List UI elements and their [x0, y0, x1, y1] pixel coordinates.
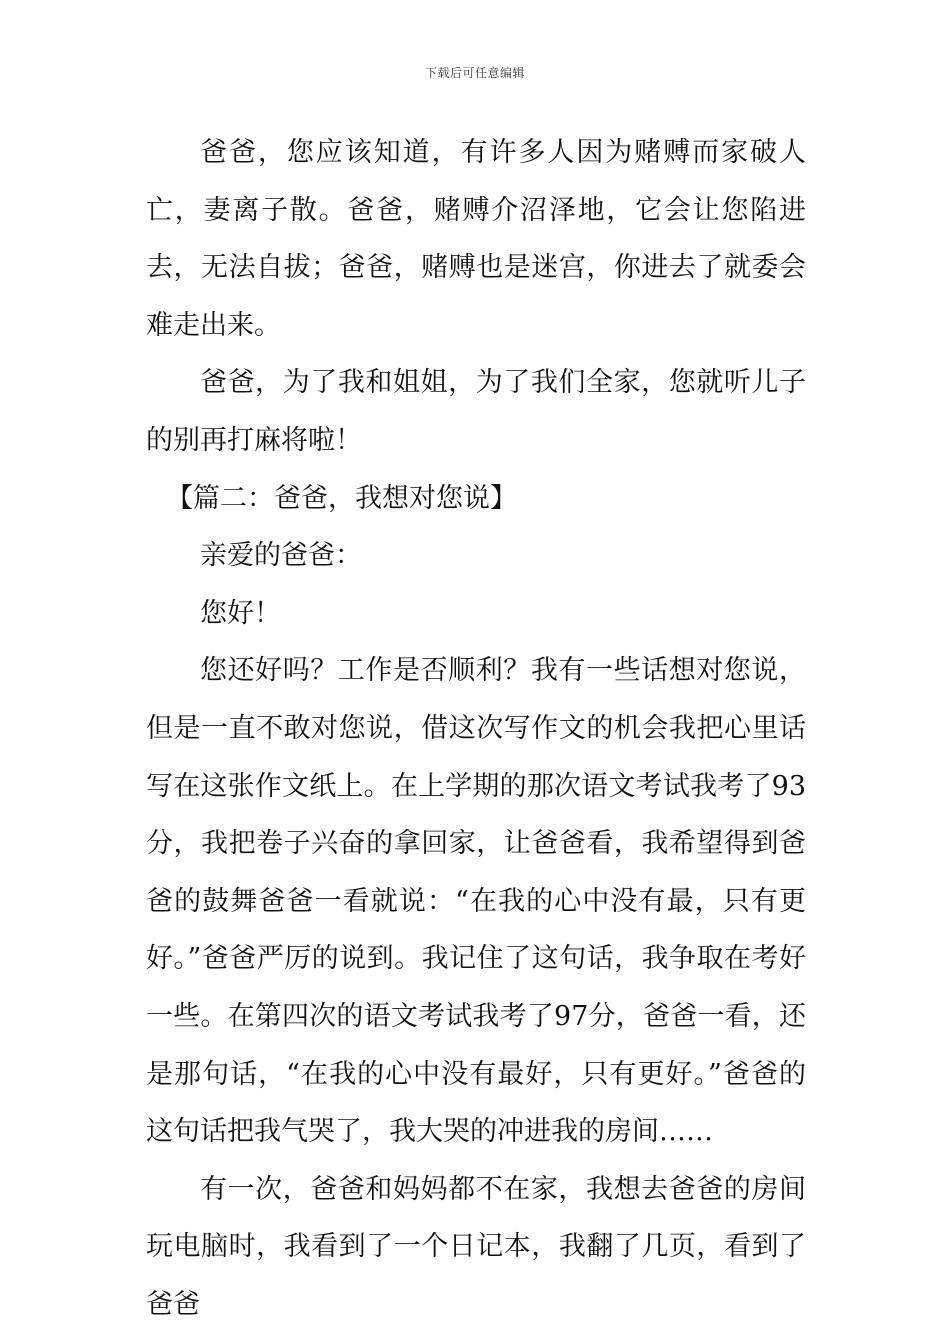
paragraph-gambling-warning: 爸爸，您应该知道，有许多人因为赌赙而家破人亡，妻离子散。爸爸，赌赙介沼泽地，它会让您陷进去，无法自拔；爸爸，赌赙也是迷宫，你进去了就委会难走出来。 — [146, 137, 806, 341]
paragraph-diary: 有一次，爸爸和妈妈都不在家，我想去爸爸的房间玩电脑时，我看到了一个日记本，我翻了几页，看到了爸爸 — [146, 1173, 806, 1320]
letter-greeting: 您好！ — [200, 597, 281, 629]
paragraph-exam-story: 您还好吗？工作是否顺利？我有一些话想对您说，但是一直不敢对您说，借这次写作文的机会我把心里话写在这张作文纸上。在上学期的那次语文考试我考了93分，我把卷子兴奋的拿回家，让爸爸看，我希望得到爸爸的鼓舞爸爸一看就说：“在我的心中没有最，只有更好。”爸爸严厉的说到。我记住了这句话，我争取在考好一些。在第四次的语文考试我考了97分，爸爸一看，还是那句话，“在我的心中没有最好，只有更好。”爸爸的这句话把我气哭了，我大哭的冲进我的房间…… — [146, 655, 806, 1148]
paragraph-plea: 爸爸，为了我和姐姐，为了我们全家，您就听儿子的别再打麻将啦！ — [146, 367, 806, 456]
page-header: 下载后可任意编辑 — [424, 66, 525, 80]
document-body — [146, 124, 806, 1333]
letter-salutation: 亲爱的爸爸： — [200, 540, 362, 572]
section-title: 【篇二：爸爸，我想对您说】 — [166, 482, 517, 514]
